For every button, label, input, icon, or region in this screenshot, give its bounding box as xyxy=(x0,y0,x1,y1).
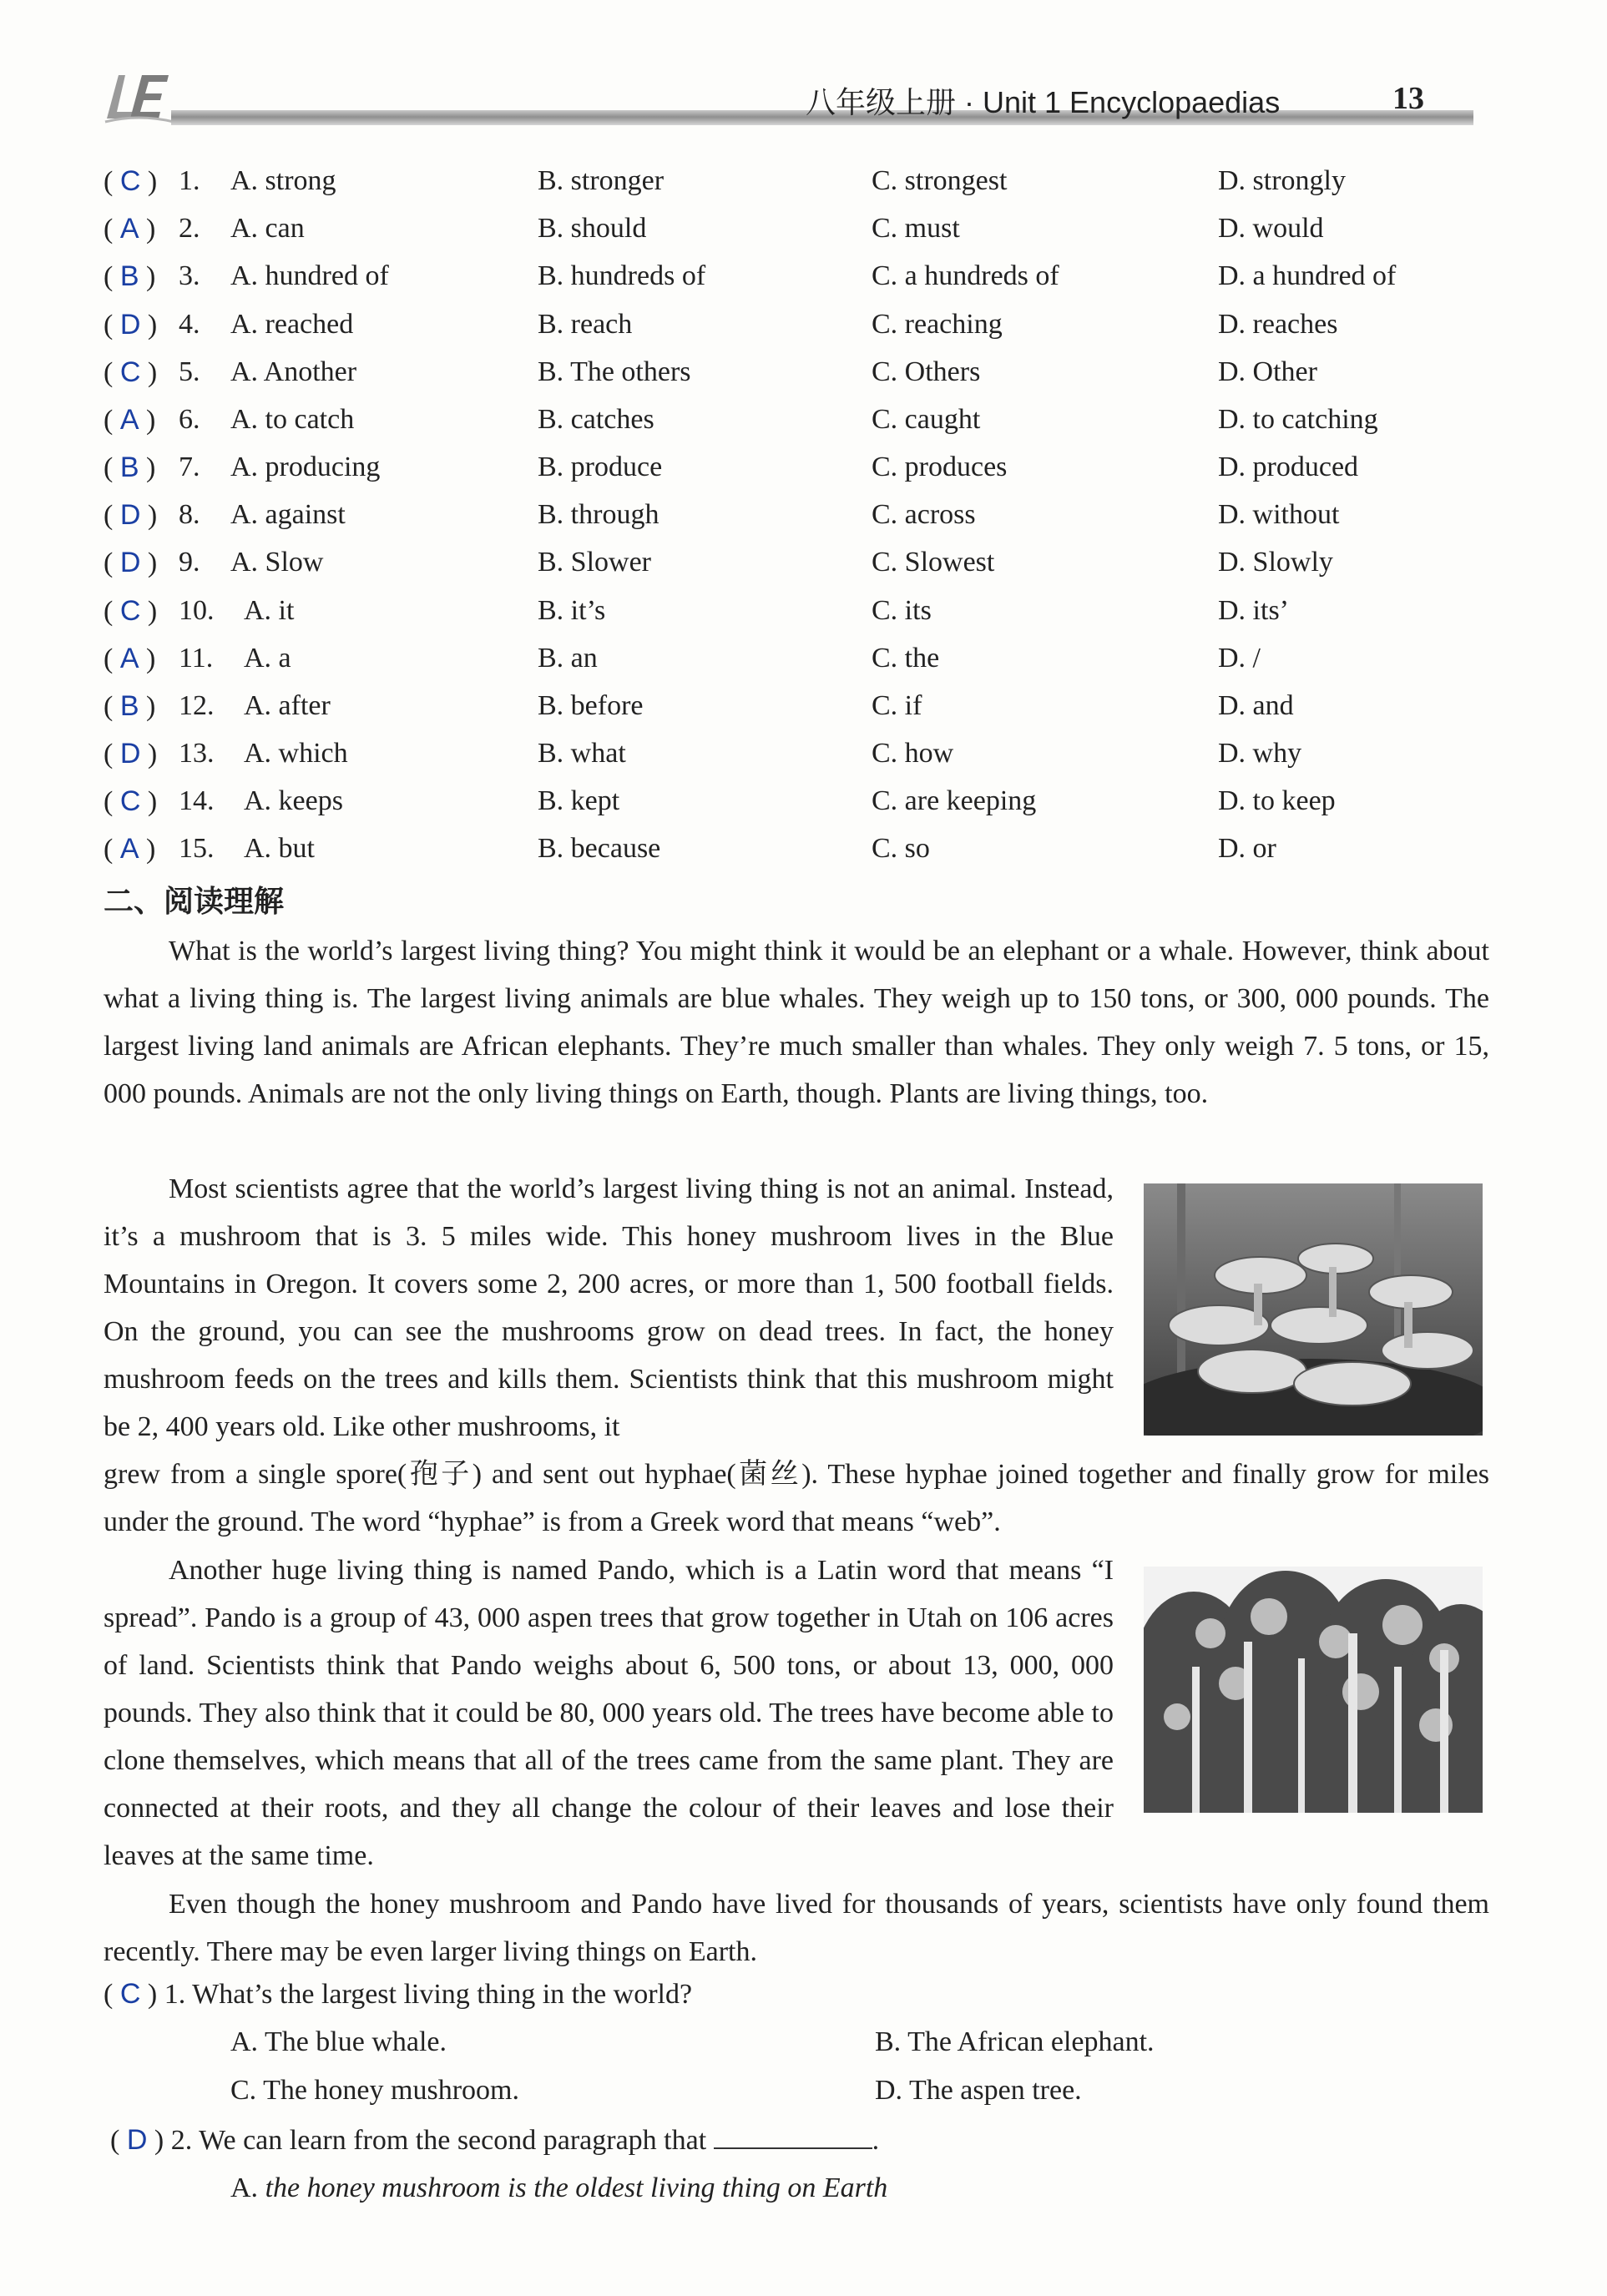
question-text: 2. We can learn from the second paragraph that xyxy=(170,2125,707,2156)
question-1-option-c: C. The honey mushroom. xyxy=(230,2075,519,2106)
section-title: 二、阅读理解 xyxy=(104,885,285,919)
option-b: B. reach xyxy=(538,309,633,340)
question-number: 14. xyxy=(179,785,215,816)
option-d: D. its’ xyxy=(1218,595,1289,626)
option-d: D. Other xyxy=(1218,356,1317,387)
question-1-option-a: A. The blue whale. xyxy=(230,2026,447,2057)
question-number: 11. xyxy=(179,643,214,674)
answer-letter: C xyxy=(119,165,141,197)
option-b: B. kept xyxy=(538,785,620,816)
question-number: 2. xyxy=(179,213,200,244)
option-a: A. Slow xyxy=(230,547,324,578)
option-a: A. after xyxy=(244,690,331,721)
option-b: B. should xyxy=(538,213,647,244)
option-c: C. are keeping xyxy=(872,785,1037,816)
publisher-logo xyxy=(102,68,175,129)
question-number: 4. xyxy=(179,309,200,340)
question-2-stem: ( D ) 2. We can learn from the second paragraph that . xyxy=(110,2124,880,2156)
question-number: 7. xyxy=(179,452,200,482)
option-c: C. caught xyxy=(872,404,981,435)
question-end-punct: . xyxy=(872,2125,880,2156)
answer-letter: C xyxy=(119,1978,141,2010)
answer-letter: C xyxy=(119,595,141,627)
question-number: 12. xyxy=(179,690,215,721)
question-1-stem: ( C ) 1. What’s the largest living thing in the world? xyxy=(104,1978,693,2010)
option-a: A. Another xyxy=(230,356,357,387)
answer-letter: A xyxy=(119,213,139,245)
option-b: B. catches xyxy=(538,404,654,435)
paragraph-1: What is the world’s largest living thing? You might think it would be an elephant or a whale. However, think about what a living thing is. The largest living animals are blue whales. They weigh up to 150 tons, or 300, 000 pounds. The largest living land animals are African elephants. They’re much smaller than whales. They only weigh 7. 5 tons, or 15, 000 pounds. Animals are not the only living things on Earth, though. Plants are living things, too. xyxy=(104,936,1489,1109)
option-d: D. strongly xyxy=(1218,165,1346,196)
option-text: the honey mushroom is the oldest living thing on Earth xyxy=(265,2172,888,2203)
option-c: C. strongest xyxy=(872,165,1008,196)
option-c: C. Others xyxy=(872,356,981,387)
option-b: B. hundreds of xyxy=(538,260,706,291)
answer-letter: D xyxy=(119,309,141,341)
option-b: B. an xyxy=(538,643,598,674)
option-a: A. to catch xyxy=(230,404,355,435)
option-d: D. would xyxy=(1218,213,1324,244)
question-number: 6. xyxy=(179,404,200,435)
answer-blank xyxy=(714,2126,872,2149)
option-b: B. Slower xyxy=(538,547,651,578)
option-b: B. before xyxy=(538,690,644,721)
option-d: D. why xyxy=(1218,738,1302,769)
paragraph-2-continued: grew from a single spore(孢子) and sent out hyphae(菌丝). These hyphae joined together and finally grow for miles under the ground. The word “hyphae” is from a Greek word that means “web”. xyxy=(104,1459,1489,1537)
option-d: D. produced xyxy=(1218,452,1359,482)
option-c: C. a hundreds of xyxy=(872,260,1059,291)
option-c: C. across xyxy=(872,499,976,530)
answer-letter: D xyxy=(119,499,141,531)
question-text: 1. What’s the largest living thing in the world? xyxy=(164,1979,693,2010)
answer-letter: D xyxy=(119,547,141,578)
paragraph-4: Even though the honey mushroom and Pando have lived for thousands of years, scientists have only found them recently. There may be even larger living things on Earth. xyxy=(104,1889,1489,1967)
option-b: B. through xyxy=(538,499,659,530)
option-c: C. the xyxy=(872,643,940,674)
option-d: D. / xyxy=(1218,643,1261,674)
option-d: D. to catching xyxy=(1218,404,1378,435)
question-number: 10. xyxy=(179,595,215,626)
option-b: B. stronger xyxy=(538,165,665,196)
option-b: B. because xyxy=(538,833,661,864)
mushroom-photo xyxy=(1144,1183,1483,1436)
option-a: A. but xyxy=(244,833,315,864)
option-c: C. produces xyxy=(872,452,1008,482)
option-d: D. to keep xyxy=(1218,785,1336,816)
option-c: C. its xyxy=(872,595,932,626)
paragraph-3: Another huge living thing is named Pando, which is a Latin word that means “I spread”. Pando is a group of 43, 000 aspen trees that grow together in Utah on 106 acres of land. Scientists think that Pando weighs about 6, 500 tons, or about 13, 000, 000 pounds. They also think that it could be 80, 000 years old. The trees have become able to clone themselves, which means that all of the trees came from the same plant. They are connected at their roots, and they all change the colour of their leaves and lose their leaves at the same time. xyxy=(104,1555,1114,1871)
option-a: A. it xyxy=(244,595,295,626)
answer-letter: C xyxy=(119,785,141,817)
question-number: 1. xyxy=(179,165,200,196)
page-number: 13 xyxy=(1392,81,1424,116)
option-b: B. it’s xyxy=(538,595,606,626)
option-a: A. strong xyxy=(230,165,336,196)
answer-letter: B xyxy=(119,690,139,722)
question-number: 9. xyxy=(179,547,200,578)
question-2-option-a xyxy=(230,2172,887,2204)
option-c: C. reaching xyxy=(872,309,1003,340)
option-d: D. without xyxy=(1218,499,1340,530)
answer-letter: B xyxy=(119,452,139,483)
option-c: C. must xyxy=(872,213,960,244)
answer-letter: A xyxy=(119,404,139,436)
question-number: 15. xyxy=(179,833,215,864)
option-d: D. or xyxy=(1218,833,1276,864)
question-number: 5. xyxy=(179,356,200,387)
answer-letter: D xyxy=(126,2124,148,2156)
answer-letter: D xyxy=(119,738,141,770)
question-number: 3. xyxy=(179,260,200,291)
header-title: 八年级上册 · Unit 1 Encyclopaedias xyxy=(806,85,1281,119)
page: 八年级上册 · Unit 1 Encyclopaedias 13 ( C ) 1. A. strong B. stronger C. strongest D. strongly ( A ) 2. A. can B. should C. must D. would ( B ) 3. A. hundred of B. hundreds of C. a hundreds of D. a hundred of ( D ) 4. A. reached B. reach C. reaching D. reaches ( C ) 5. A. Another B. The others C. Others D. Other ( A ) 6. A. to catch B. catches C. caught D. to catching ( B ) 7. A. producing B. produce C. produces D. produced ( D ) 8. A. against B. through C. across D. without ( D ) 9. A. Slow B. Slower C. Slowest D. Slowly ( C ) 10. A. it B. it’s C. its D. its’ ( A ) 11. A. a B. an C. the D. / ( B ) 12. A. after B. before C. if D. and ( D ) 13. A. which B. what C. how D. why ( C ) 14. A. keeps B. kept C. are keeping D. to keep ( A ) 15. A. but B. because C. so D. or 二、阅读理解 What is the world’s largest living thing? You might think it would be an elephant or a whale. However, think about what a living thing is. The largest living animals are blue whales. They weigh up to 150 tons, or 300, 000 pounds. The largest living land animals are African elephants. They’re much smaller than whales. They only weigh 7. 5 tons, or 15, 000 pounds. Animals are not the only living things on Earth, though. Plants are living things, too. Most scientists agree that the world’s largest living thing is not an animal. Instead, it’s a mushroom that is 3. 5 miles wide. This honey mushroom lives in the Blue Mountains in Oregon. It covers some 2, 200 acres, or more than 1, 500 football fields. On the ground, you can see the mushrooms grow on dead trees. In fact, the honey mushroom feeds on the trees and kills them. Scientists think that this mushroom might be 2, 400 years old. Like other mushrooms, it grew from a single spore(孢子) and sent out hyphae(菌丝). These hyphae joined together and finally grow for miles under the ground. The word “hyphae” is from a Greek word that means “web”. Another huge living thing is named Pando, which is a Latin word that means “I spread”. Pando is a group of 43, 000 aspen trees that grow together in Utah on 106 acres of land. Scientists think that Pando weighs about 6, 500 tons, or about 13, 000, 000 pounds. They also think that it could be 80, 000 years old. The trees have become able to clone themselves, which means that all of the trees came from the same plant. They are connected at their roots, and they all change the colour of their leaves and lose their leaves at the same time. Even though the honey mushroom and Pando have lived for thousands of years, scientists have only found them recently. There may be even larger living things on Earth. ( C ) 1. What’s the largest living thing in the world? A. The blue whale. B. The African elephant. C. The honey mushroom. D. The aspen tree. ( D ) 2. We can learn from the second paragraph that . A. the honey mushroom is the oldest living thing on Earth xyxy=(0,0,1607,2296)
option-b: B. what xyxy=(538,738,626,769)
answer-letter: A xyxy=(119,833,139,865)
question-1-option-d: D. The aspen tree. xyxy=(875,2075,1082,2106)
option-a: A. against xyxy=(230,499,346,530)
option-a: A. reached xyxy=(230,309,354,340)
option-a: A. can xyxy=(230,213,305,244)
option-a: A. a xyxy=(244,643,291,674)
option-d: D. Slowly xyxy=(1218,547,1333,578)
option-c: C. Slowest xyxy=(872,547,995,578)
answer-letter: B xyxy=(119,260,139,292)
question-1-option-b: B. The African elephant. xyxy=(875,2026,1155,2057)
question-number: 8. xyxy=(179,499,200,530)
option-c: C. how xyxy=(872,738,954,769)
option-a: A. which xyxy=(244,738,348,769)
option-c: C. if xyxy=(872,690,922,721)
option-b: B. produce xyxy=(538,452,663,482)
option-d: D. and xyxy=(1218,690,1294,721)
answer-letter: C xyxy=(119,356,141,388)
question-number: 13. xyxy=(179,738,215,769)
option-d: D. a hundred of xyxy=(1218,260,1397,291)
option-letter: A. xyxy=(230,2172,259,2203)
paragraph-2: Most scientists agree that the world’s largest living thing is not an animal. Instead, it’s a mushroom that is 3. 5 miles wide. This honey mushroom lives in the Blue Mountains in Oregon. It covers some 2, 200 acres, or more than 1, 500 football fields. On the ground, you can see the mushrooms grow on dead trees. In fact, the honey mushroom feeds on the trees and kills them. Scientists think that this mushroom might be 2, 400 years old. Like other mushrooms, it xyxy=(104,1173,1114,1442)
option-c: C. so xyxy=(872,833,930,864)
option-a: A. keeps xyxy=(244,785,343,816)
option-b: B. The others xyxy=(538,356,691,387)
option-a: A. hundred of xyxy=(230,260,389,291)
answer-letter: A xyxy=(119,643,139,674)
option-a: A. producing xyxy=(230,452,381,482)
aspen-trees-photo xyxy=(1144,1567,1483,1813)
option-d: D. reaches xyxy=(1218,309,1338,340)
